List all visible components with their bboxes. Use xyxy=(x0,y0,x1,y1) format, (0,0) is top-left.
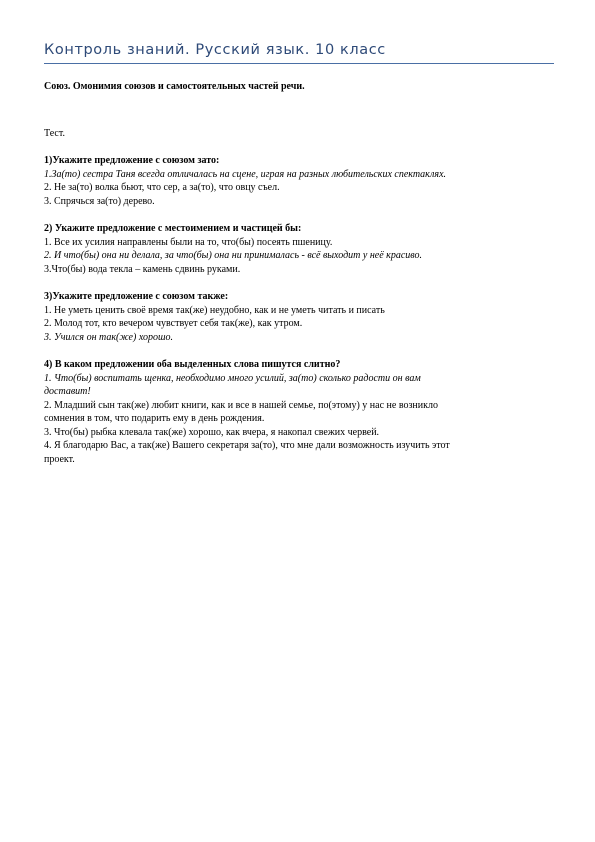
answer-option: 3.Что(бы) вода текла – камень сдвинь руками. xyxy=(44,263,241,275)
answer-option xyxy=(44,426,544,440)
question-title: 2) Укажите предложение с местоимением и частицей бы: xyxy=(44,223,302,234)
answer-option xyxy=(44,439,544,466)
answer-line: проект. xyxy=(44,453,75,465)
question-title: 3)Укажите предложение с союзом также: xyxy=(44,291,229,302)
answer-option: 1. Не уметь ценить своё время так(же) неудобно, как и не уметь читать и писать xyxy=(44,304,385,316)
answer-line: сомнения в том, что подарить ему в день рождения. xyxy=(44,413,265,424)
answer-line: 4. Я благодарю Вас, а так(же) Вашего секретаря за(то), что мне дали возможность изучить этот xyxy=(44,440,450,451)
answer-option: 2. Молод тот, кто вечером чувствует себя так(же), как утром. xyxy=(44,318,303,329)
question-title: 1)Укажите предложение с союзом зато: xyxy=(44,155,220,166)
subject-heading: Союз. Омонимия союзов и самостоятельных частей речи. xyxy=(44,81,305,92)
answer-line: доставит! xyxy=(44,386,91,397)
answer-line: 2. Младший сын так(же) любит книги, как и все в нашей семье, по(этому) у нас не возникло xyxy=(44,399,438,411)
header-divider xyxy=(44,63,554,64)
answer-option xyxy=(44,372,544,399)
question-1 xyxy=(44,154,544,208)
answer-option: 1. Все их усилия направлены были на то, что(бы) посеять пшеницу. xyxy=(44,236,333,248)
question-title: 4) В каком предложении оба выделенных слова пишутся слитно? xyxy=(44,359,341,370)
answer-option: 2. Не за(то) волка бьют, что сер, а за(то), что овцу съел. xyxy=(44,182,280,193)
answer-option: 2. И что(бы) она ни делала, за что(бы) она ни принималась - всё выходит у неё красиво. xyxy=(44,250,422,261)
answer-line: 3. Что(бы) рыбка клевала так(же) хорошо, как вчера, я накопал свежих червей. xyxy=(44,426,380,438)
question-3 xyxy=(44,290,544,344)
answer-option: 3. Спрячься за(то) дерево. xyxy=(44,195,155,207)
question-4 xyxy=(44,358,544,466)
test-label: Тест. xyxy=(44,127,65,139)
question-2 xyxy=(44,222,544,276)
answer-option: 3. Учился он так(же) хорошо. xyxy=(44,331,174,343)
answer-line: 1. Что(бы) воспитать щенка, необходимо много усилий, за(то) сколько радости он вам xyxy=(44,372,421,384)
page-header-title: Контроль знаний. Русский язык. 10 класс xyxy=(44,42,386,58)
document-body xyxy=(44,80,544,466)
answer-option xyxy=(44,399,544,426)
answer-option: 1.За(то) сестра Таня всегда отличалась на сцене, играя на разных любительских спектаклях. xyxy=(44,168,447,180)
